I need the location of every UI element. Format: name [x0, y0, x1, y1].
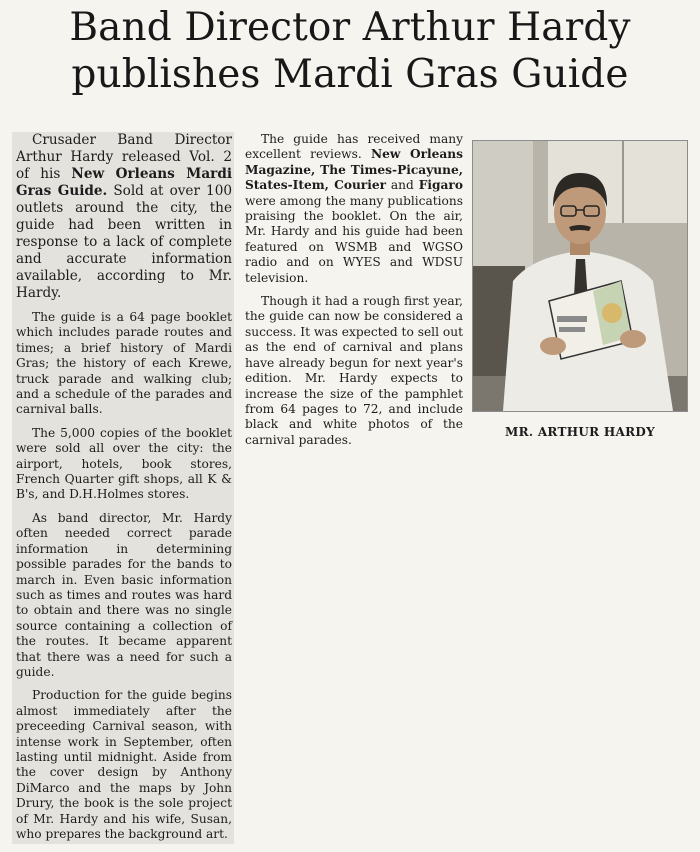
paragraph: As band director, Mr. Hardy often needed correct parade information in determining possible parades for the bands to march in. Even basic information such as times and routes was hard to obtain and there was no single source containing a collection of the routes. It became apparent that there was a need for such a guide.	[16, 510, 232, 679]
paragraph: The guide is a 64 page booklet which includes parade routes and times; a brief history of Mardi Gras; the history of each Krewe, truck parade and walking club; and a schedule of the parades and carnival balls.	[16, 310, 232, 417]
column-2	[245, 132, 463, 456]
headline-line-2: publishes Mardi Gras Guide	[71, 52, 629, 97]
column-1	[12, 132, 234, 844]
paragraph: Production for the guide begins almost immediately after the preceeding Carnival season, with intense work in September, often lasting until midnight. Aside from the cover design by Anthony DiMarco and the maps by John Drury, the book is the sole project of Mr. Hardy and his wife, Susan, who prepares the background art.	[16, 688, 232, 841]
publication-name-figaro: Figaro	[418, 178, 463, 193]
portrait-photo	[472, 140, 688, 412]
paragraph: The guide has received many excellent reviews. New Orleans Magazine, The Times-Picayune, States-Item, Courier and Figaro were among the many publications praising the booklet. On the air, Mr. Hardy and his guide had been featured on WSMB and WGSO radio and on WYES and WDSU television.	[245, 132, 463, 285]
headline	[0, 4, 700, 98]
paragraph: Though it had a rough first year, the guide can now be considered a success. It was expected to sell out as the end of carnival and plans have already begun for next year's edition. Mr. Hardy expects to increase the size of the pamphlet from 64 pages to 72, and include black and white photos of the carnival parades.	[245, 294, 463, 447]
photo-caption: MR. ARTHUR HARDY	[505, 425, 655, 439]
portrait-illustration	[473, 141, 687, 411]
paragraph: The 5,000 copies of the booklet were sold all over the city: the airport, hotels, book stores, French Quarter gift shops, all K & B's, and D.H.Holmes stores.	[16, 425, 232, 502]
paragraph-lead: Crusader Band Director Arthur Hardy released Vol. 2 of his New Orleans Mardi Gras Guide. Sold at over 100 outlets around the city, the guide had been written in response to a lack of complete and accurate information available, according to Mr. Hardy.	[16, 132, 232, 301]
headline-line-1: Band Director Arthur Hardy	[69, 5, 631, 50]
guide-title: New Orleans Mardi Gras Guide.	[16, 166, 232, 199]
publication-names: New Orleans Magazine, The Times-Picayune, States-Item, Courier	[245, 147, 463, 193]
